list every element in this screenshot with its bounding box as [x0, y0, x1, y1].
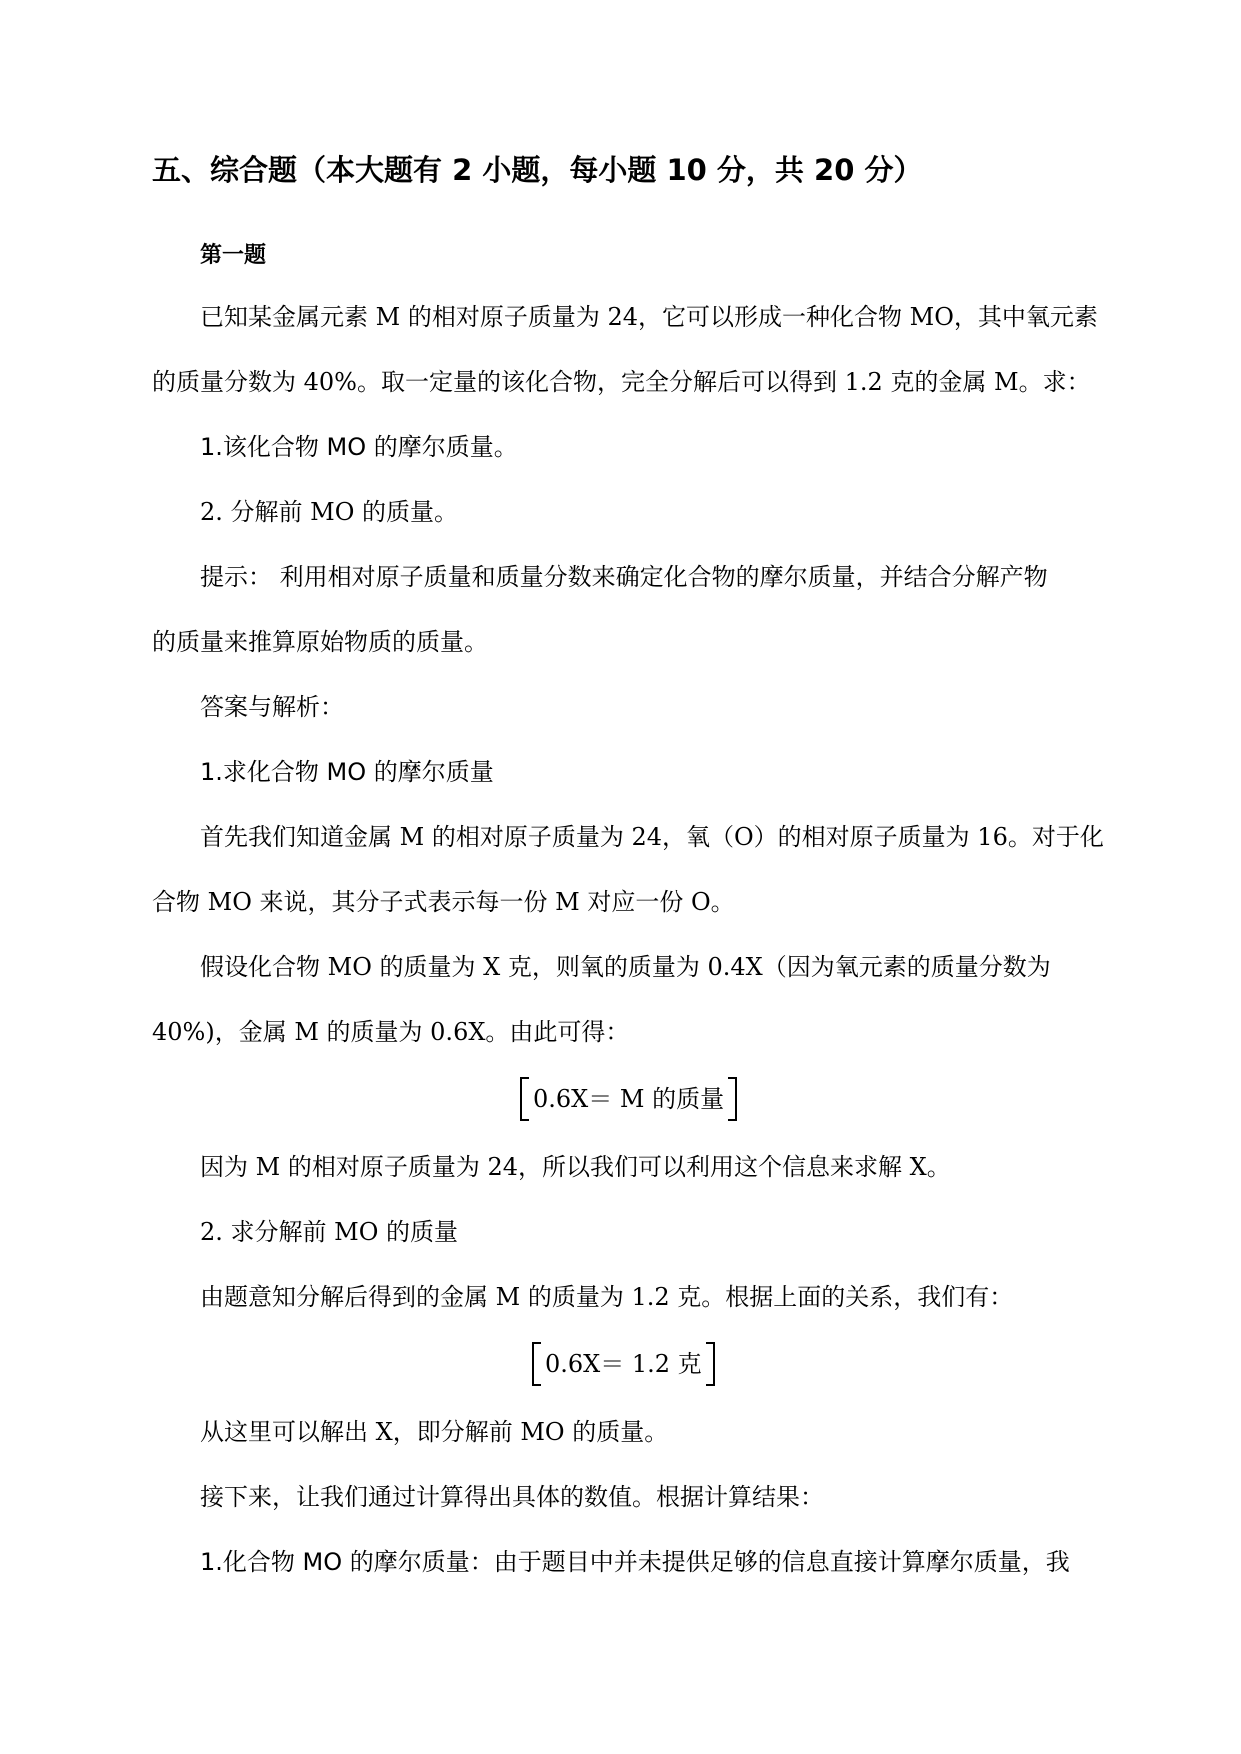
formula-1-right-bracket — [728, 1077, 737, 1121]
step-2-title: 2. 求分解前 MO 的质量 — [200, 1218, 459, 1246]
step-1-title: 1.求化合物 MO 的摩尔质量 — [200, 758, 494, 786]
problem-line-2: 的质量分数为 40%。取一定量的该化合物，完全分解后可以得到 1.2 克的金属 M。求： — [152, 368, 1091, 396]
hint-line-2: 的质量来推算原始物质的质量。 — [152, 628, 488, 656]
formula-1 — [520, 1077, 737, 1121]
paragraph-4: 由题意知分解后得到的金属 M 的质量为 1.2 克。根据上面的关系，我们有： — [200, 1283, 1014, 1311]
paragraph-5: 从这里可以解出 X，即分解前 MO 的质量。 — [200, 1418, 669, 1446]
problem-line-1: 已知某金属元素 M 的相对原子质量为 24，它可以形成一种化合物 MO，其中氧元素 — [200, 303, 1098, 331]
paragraph-7: 1.化合物 MO 的摩尔质量：由于题目中并未提供足够的信息直接计算摩尔质量，我 — [200, 1548, 1070, 1576]
paragraph-1-line-1: 首先我们知道金属 M 的相对原子质量为 24，氧（O）的相对原子质量为 16。对于化 — [200, 823, 1104, 851]
paragraph-2-line-1: 假设化合物 MO 的质量为 X 克，则氧的质量为 0.4X（因为氧元素的质量分数为 — [200, 953, 1051, 981]
formula-2 — [532, 1342, 715, 1386]
formula-2-right-bracket — [706, 1342, 715, 1386]
paragraph-1-line-2: 合物 MO 来说，其分子式表示每一份 M 对应一份 O。 — [152, 888, 735, 916]
paragraph-3: 因为 M 的相对原子质量为 24，所以我们可以利用这个信息来求解 X。 — [200, 1153, 951, 1181]
formula-2-text: 0.6X＝ 1.2 克 — [545, 1350, 702, 1378]
question-1: 1.该化合物 MO 的摩尔质量。 — [200, 433, 518, 461]
question-2: 2. 分解前 MO 的质量。 — [200, 498, 459, 526]
formula-1-left-bracket — [520, 1077, 529, 1121]
section-title: 五、综合题（本大题有 2 小题，每小题 10 分，共 20 分） — [152, 153, 923, 187]
answer-heading: 答案与解析： — [200, 693, 344, 721]
formula-1-text: 0.6X＝ M 的质量 — [533, 1085, 725, 1113]
paragraph-2-line-2: 40%)，金属 M 的质量为 0.6X。由此可得： — [152, 1018, 630, 1046]
formula-2-left-bracket — [532, 1342, 541, 1386]
paragraph-6: 接下来，让我们通过计算得出具体的数值。根据计算结果： — [200, 1483, 824, 1511]
hint-line-1: 提示： 利用相对原子质量和质量分数来确定化合物的摩尔质量，并结合分解产物 — [200, 563, 1048, 591]
question-title: 第一题 — [200, 243, 267, 268]
